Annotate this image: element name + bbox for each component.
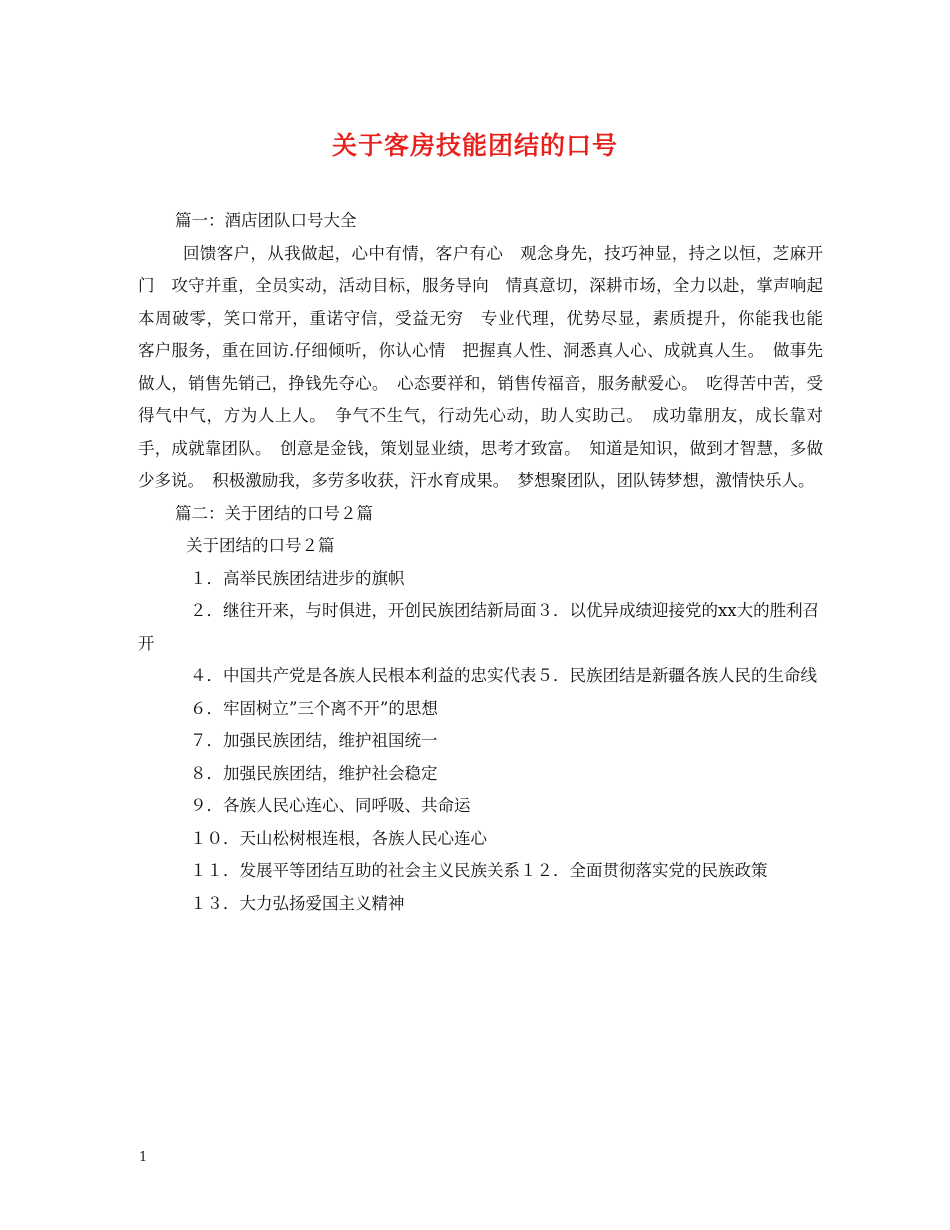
slogan-item: １０．天山松树根连根，各族人民心连心 xyxy=(190,828,487,848)
slogan-item: １３．大力弘扬爱国主义精神 xyxy=(190,893,405,913)
slogan-item: ９．各族人民心连心、同呼吸、共命运 xyxy=(190,796,471,815)
slogan-item: ２．继往开来，与时俱进，开创民族团结新局面３．以优异成绩迎接党的xx大的胜利召开 xyxy=(138,601,820,653)
section-subheading-2: 关于团结的口号２篇 xyxy=(186,536,335,555)
slogan-item: ４．中国共产党是各族人民根本利益的忠实代表５．民族团结是新疆各族人民的生命线 xyxy=(190,666,817,685)
section-heading-1: 篇一：酒店团队口号大全 xyxy=(175,211,357,230)
section-heading-2: 篇二：关于团结的口号２篇 xyxy=(175,503,373,523)
slogan-item: １．高举民族团结进步的旗帜 xyxy=(190,568,405,588)
document-body xyxy=(138,205,840,920)
slogan-item: １１．发展平等团结互助的社会主义民族关系１２．全面贯彻落实党的民族政策 xyxy=(190,861,768,880)
section-paragraph-1: 回馈客户，从我做起，心中有情，客户有心 观念身先，技巧神显，持之以恒，芝麻开门 攻守并重，全员实动，活动目标，服务导向 情真意切，深耕市场，全力以赴，掌声响起 本周破零，笑口常开，重诺守信，受益无穷 专业代理，优势尽显，素质提升，你能我也能 客户服务，重在回访.仔细倾听，你认心情 把握真人性、洞悉真人心、成就真人生。 做事先做人，销售先销己，挣钱先夺心。 心态要祥和，销售传福音，服务献爱心。 吃得苦中苦，受得气中气，方为人上人。 争气不生气，行动先心动，助人实助己。 成功靠朋友，成长靠对手，成就靠团队。 创意是金钱，策划显业绩，思考才致富。 知道是知识，做到才智慧，多做少多说。 积极激励我，多劳多收获，汗水育成果。 梦想聚团队，团队铸梦想，激情快乐人。 xyxy=(138,243,840,490)
page-number: 1 xyxy=(139,1150,148,1165)
slogan-item: ６．牢固树立”三个离不开”的思想 xyxy=(190,698,438,718)
slogan-item: ８．加强民族团结，维护社会稳定 xyxy=(190,763,438,783)
document-title: 关于客房技能团结的口号 xyxy=(331,131,618,160)
slogan-item: ７．加强民族团结，维护祖国统一 xyxy=(190,731,438,750)
